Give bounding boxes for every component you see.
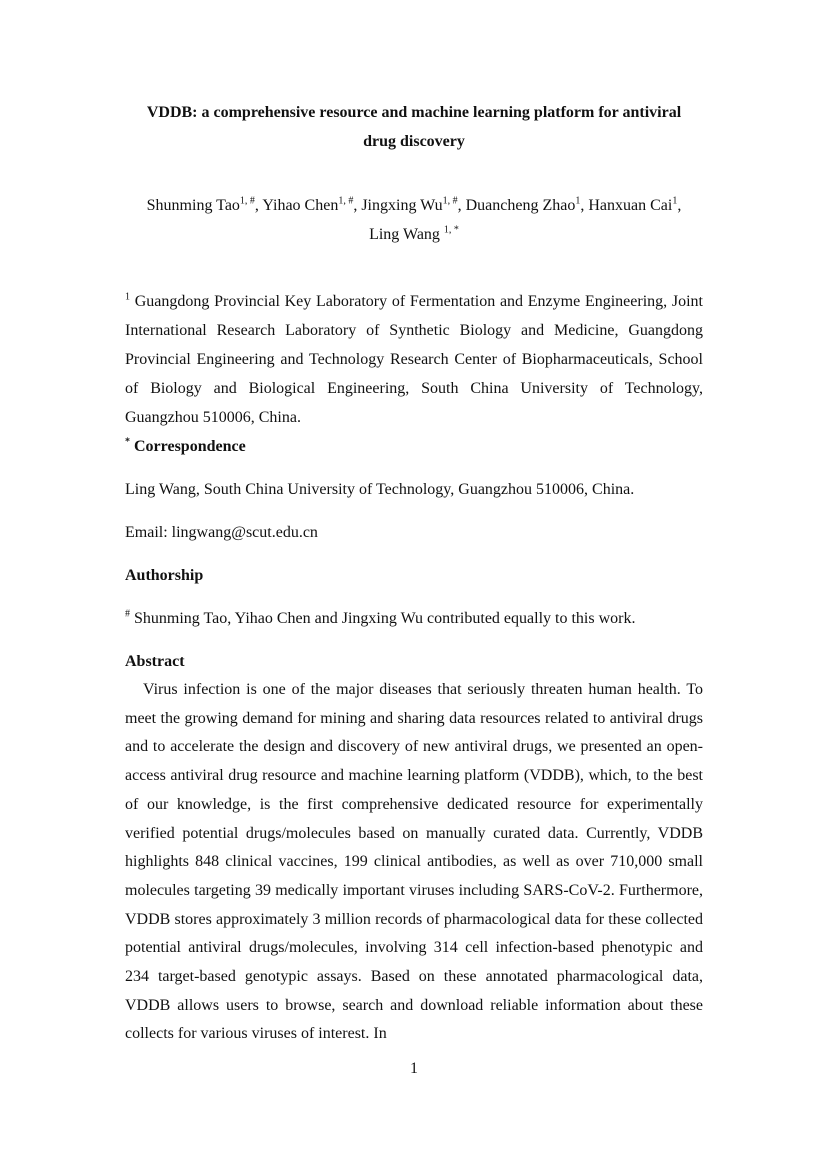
author: Duancheng Zhao$^1$,: [465, 195, 589, 214]
authorship-heading: Authorship: [125, 567, 204, 584]
page-number: 1: [410, 1060, 418, 1077]
correspondence-address: Ling Wang, South China University of Technology, Guangzhou 510006, China.: [125, 481, 635, 498]
author: Hanxuan Cai$^1$,: [588, 195, 682, 214]
correspondence-heading: * Correspondence: [125, 436, 246, 455]
author: Shunming Tao$^{1, \#}$,: [146, 195, 263, 214]
paper-title: VDDB: a comprehensive resource and machine learning platform for antiviral drug discovery: [146, 104, 682, 150]
author: Ling Wang $^{1, *}$: [369, 224, 459, 243]
abstract-heading: Abstract: [125, 653, 185, 670]
author: Jingxing $Wu^{1, \#}$,: [361, 195, 466, 214]
correspondence-email: Email: lingwang@scut.edu.cn: [125, 524, 318, 541]
abstract-text: Virus infection is one of the major diseases that seriously threaten human health. To meet the growing demand for mining and sharing data resources related to antiviral drugs and to accelerate the design and discovery of new antiviral drugs, we presented an open-access antiviral drug resource and machine learning platform (VDDB), which, to the best of our knowledge, is the first comprehensive dedicated resource for experimentally verified potential drugs/molecules based on manually curated data. Currently, VDDB highlights 848 clinical vaccines, 199 clinical antibodies, as well as over 710,000 small molecules targeting 39 medically important viruses including SARS-CoV-2. Furthermore, VDDB stores approximately 3 million records of pharmacological data for these collected potential antiviral drugs/molecules, involving 314 cell infection-based phenotypic and 234 target-based genotypic assays. Based on these annotated pharmacological data, VDDB allows users to browse, search and download reliable information about these collects for various viruses of interest. In: [125, 681, 703, 1043]
author-list: [125, 191, 703, 249]
affiliation: $^1$ Guangdong Provincial Key Laboratory of Fermentation and Enzyme Engineering, Joint International Research Laboratory of Synthetic Biology and Medicine, Guangdong Provincial Engineering and Technology Research Center of Biopharmaceuticals, School of Biology and Biological Engineering, South China University of Technology, Guangzhou 510006, China.: [125, 291, 703, 426]
author: Yihao Chen$^{1, \#}$,: [262, 195, 362, 214]
authorship-note: # Shunming Tao, Yihao Chen and Jingxing Wu contributed equally to this work.: [125, 608, 636, 627]
paper-page: [125, 98, 703, 1049]
